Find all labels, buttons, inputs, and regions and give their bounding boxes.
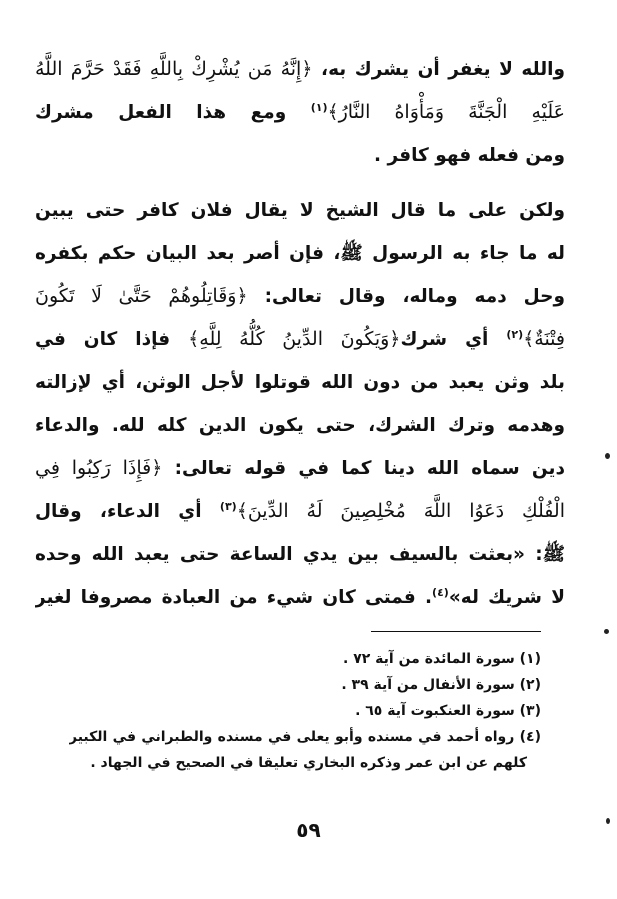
quran-verse: ﴿فَإِذَا رَكِبُوا فِي bbox=[35, 457, 163, 479]
text-segment: ومع هذا الفعل مشرك bbox=[35, 102, 311, 123]
text-line bbox=[35, 232, 565, 275]
text-segment: ومن فعله فهو كافر . bbox=[374, 145, 565, 166]
quran-verse: ﴿إِنَّهُ مَن يُشْرِكْ بِاللَّهِ فَقَدْ حَرَّمَ اللَّهُ bbox=[35, 58, 313, 80]
text-line bbox=[35, 490, 565, 533]
quran-verse: عَلَيْهِ الْجَنَّةَ وَمَأْوَاهُ النَّارُ﴾ bbox=[327, 101, 565, 123]
quran-verse: ﴿وَيَكُونَ الدِّينُ كُلُّهُ لِلَّهِ﴾ bbox=[188, 328, 401, 350]
text-segment: وحل دمه وماله، وقال تعالى: bbox=[247, 286, 565, 307]
footnote-reference: (٢) bbox=[506, 327, 524, 341]
text-line bbox=[35, 533, 565, 576]
text-line bbox=[35, 576, 565, 619]
text-segment: فإذا كان في bbox=[35, 329, 189, 350]
text-line bbox=[35, 189, 565, 232]
paragraph-1 bbox=[35, 48, 565, 177]
text-line bbox=[35, 361, 565, 404]
footnote-3: (٣) سورة العنكبوت آية ٦٥ . bbox=[355, 703, 541, 719]
scan-speck bbox=[604, 629, 609, 634]
scan-speck bbox=[606, 818, 610, 824]
text-line bbox=[35, 318, 565, 361]
text-line bbox=[35, 447, 565, 490]
text-segment: بلد وثن يعبد من دون الله قوتلوا لأجل الوثن، أي لإزالته bbox=[35, 372, 565, 393]
text-segment: أي الدعاء، وقال bbox=[35, 501, 220, 522]
quran-verse: ﴿وَقَاتِلُوهُمْ حَتَّىٰ لَا تَكُونَ bbox=[35, 285, 248, 307]
text-line bbox=[35, 404, 565, 447]
paragraph-2 bbox=[35, 189, 565, 619]
text-segment: وهدمه وترك الشرك، حتى يكون الدين كله لله. والدعاء bbox=[35, 415, 565, 436]
page-number: ٥٩ bbox=[296, 818, 321, 842]
text-segment: دين سماه الله دينا كما في قوله تعالى: bbox=[162, 458, 565, 479]
text-line bbox=[35, 134, 565, 177]
quran-verse: الْفُلْكِ دَعَوُا اللَّهَ مُخْلِصِينَ لَهُ الدِّينَ﴾ bbox=[236, 500, 565, 522]
text-line bbox=[35, 275, 565, 318]
quran-verse: فِتْنَةٌ﴾ bbox=[523, 328, 565, 350]
text-segment: . فمتى كان شيء من العبادة مصروفا لغير bbox=[35, 587, 433, 608]
text-segment: لا شريك له» bbox=[448, 587, 565, 608]
footnote-reference: (٣) bbox=[219, 499, 237, 513]
text-segment: ولكن على ما قال الشيخ لا يقال فلان كافر حتى يبين bbox=[35, 200, 565, 221]
footnote-reference: (١) bbox=[310, 100, 328, 114]
footnote-4: (٤) رواه أحمد في مسنده وأبو يعلى في مسنده والطبراني في الكبير bbox=[69, 729, 541, 745]
text-segment: ﷺ: «بعثت بالسيف بين يدي الساعة حتى يعبد الله وحده bbox=[35, 544, 565, 565]
footnote-1: (١) سورة المائدة من آية ٧٢ . bbox=[342, 651, 541, 667]
footnote-2: (٢) سورة الأنفال من آية ٣٩ . bbox=[341, 677, 541, 693]
footnote-4-continuation: كلهم عن ابن عمر وذكره البخاري تعليقا في الصحيح في الجهاد . bbox=[90, 755, 527, 771]
text-line bbox=[35, 48, 565, 91]
footnotes bbox=[69, 646, 541, 776]
text-line bbox=[35, 91, 565, 134]
text-segment: أي شرك bbox=[400, 329, 507, 350]
text-segment: له ما جاء به الرسول ﷺ، فإن أصر بعد البيان حكم بكفره bbox=[35, 243, 565, 264]
footnote-reference: (٤) bbox=[432, 585, 449, 599]
footnote-separator bbox=[371, 631, 541, 632]
text-segment: والله لا يغفر أن يشرك به، bbox=[312, 59, 565, 80]
scan-speck bbox=[605, 453, 610, 459]
